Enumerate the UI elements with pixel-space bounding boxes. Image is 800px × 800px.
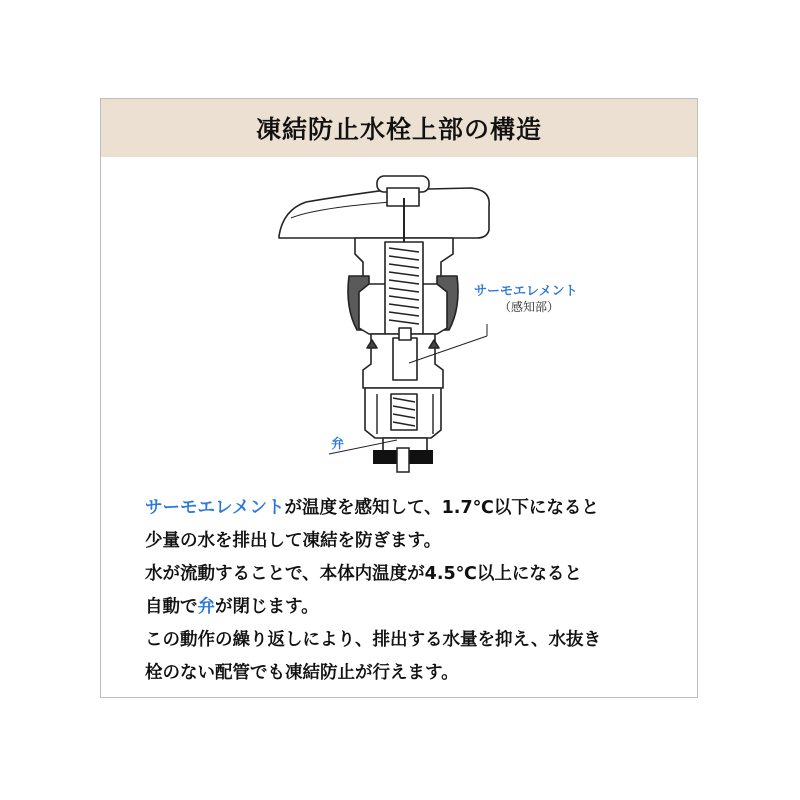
text-line-4-post: が閉じます。 <box>215 597 319 617</box>
label-thermo-sub: （感知部） <box>499 300 560 314</box>
label-thermo-element: サーモエレメント <box>474 284 578 299</box>
info-card <box>100 98 698 698</box>
title-bar <box>101 99 697 157</box>
faucet-structure-diagram <box>101 158 699 478</box>
text-line-4-pre: 自動で <box>145 597 198 617</box>
highlight-thermo: サーモエレメント <box>145 498 285 518</box>
label-valve: 弁 <box>331 437 345 452</box>
text-line-1 <box>145 492 685 525</box>
handle-lever <box>279 188 489 238</box>
text-line-4 <box>145 591 685 624</box>
text-line-2: 少量の水を排出して凍結を防ぎます。 <box>145 531 442 551</box>
description-text <box>145 492 685 690</box>
text-line-5: この動作の繰り返しにより、排出する水量を抑え、水抜き <box>145 630 602 650</box>
text-line-6: 栓のない配管でも凍結防止が行えます。 <box>145 663 459 683</box>
text-line-3: 水が流動することで、本体内温度が4.5℃以上になると <box>145 564 582 584</box>
thermo-element <box>393 338 417 380</box>
highlight-valve: 弁 <box>197 597 215 617</box>
page-title: 凍結防止水栓上部の構造 <box>255 115 542 144</box>
text-line-1-rest: が温度を感知して、1.7℃以下になると <box>284 498 599 518</box>
